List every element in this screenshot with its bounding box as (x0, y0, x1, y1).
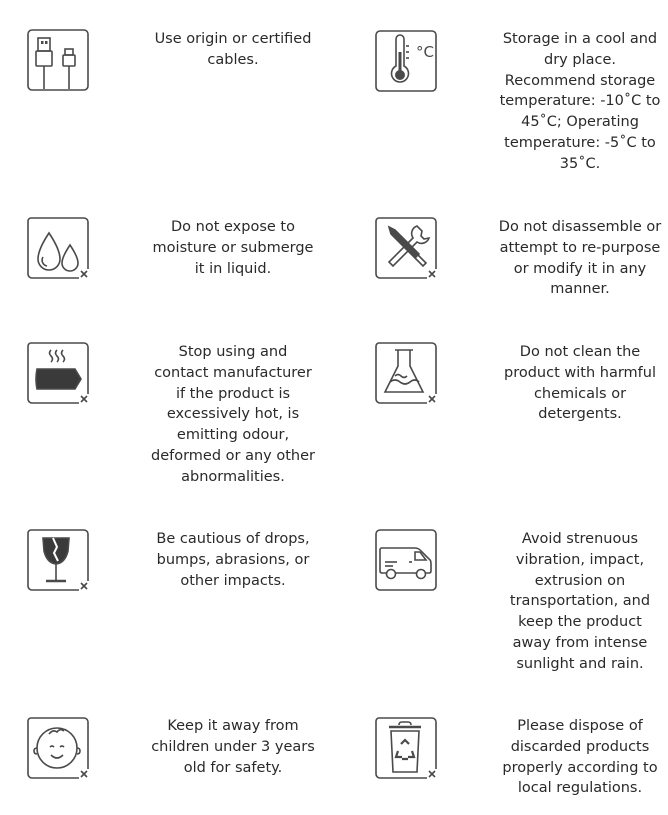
instruction-text: Do not expose to moisture or submerge it in liquid. (152, 219, 314, 277)
fragile-glass-icon (27, 529, 89, 591)
water-drops-icon (27, 217, 89, 279)
tools-icon (375, 217, 437, 279)
instruction-text: Storage in a cool and dry place. Recommend storage temperature: -10˚C to 45˚C; Operating temperature: -5˚C to 35˚C. (499, 31, 661, 172)
delivery-van-icon (375, 529, 437, 591)
instruction-text: Do not disassemble or attempt to re-purpose or modify it in any manner. (498, 219, 662, 298)
chemical-flask-icon (375, 342, 437, 404)
baby-face-icon (27, 717, 89, 779)
usb-cables-icon (27, 29, 89, 91)
instruction-text: Use origin or certified cables. (154, 31, 312, 68)
instruction-text: Avoid strenuous vibration, impact, extrusion on transportation, and keep the product away from intense sunlight and rain. (509, 531, 651, 672)
hot-device-icon (27, 342, 89, 404)
instruction-text: Stop using and contact manufacturer if the product is excessively hot, is emitting odour, deformed or any other abnormalities. (150, 344, 315, 485)
thermo-unit-label: °C (416, 43, 434, 61)
instruction-text: Be cautious of drops, bumps, abrasions, or other impacts. (156, 531, 310, 589)
instruction-text: Do not clean the product with harmful chemicals or detergents. (504, 344, 656, 423)
recycle-bin-icon (375, 717, 437, 779)
instruction-text: Keep it away from children under 3 years old for safety. (151, 718, 315, 776)
thermometer-icon (375, 30, 437, 92)
instruction-text: Please dispose of discarded products properly according to local regulations. (502, 718, 658, 797)
